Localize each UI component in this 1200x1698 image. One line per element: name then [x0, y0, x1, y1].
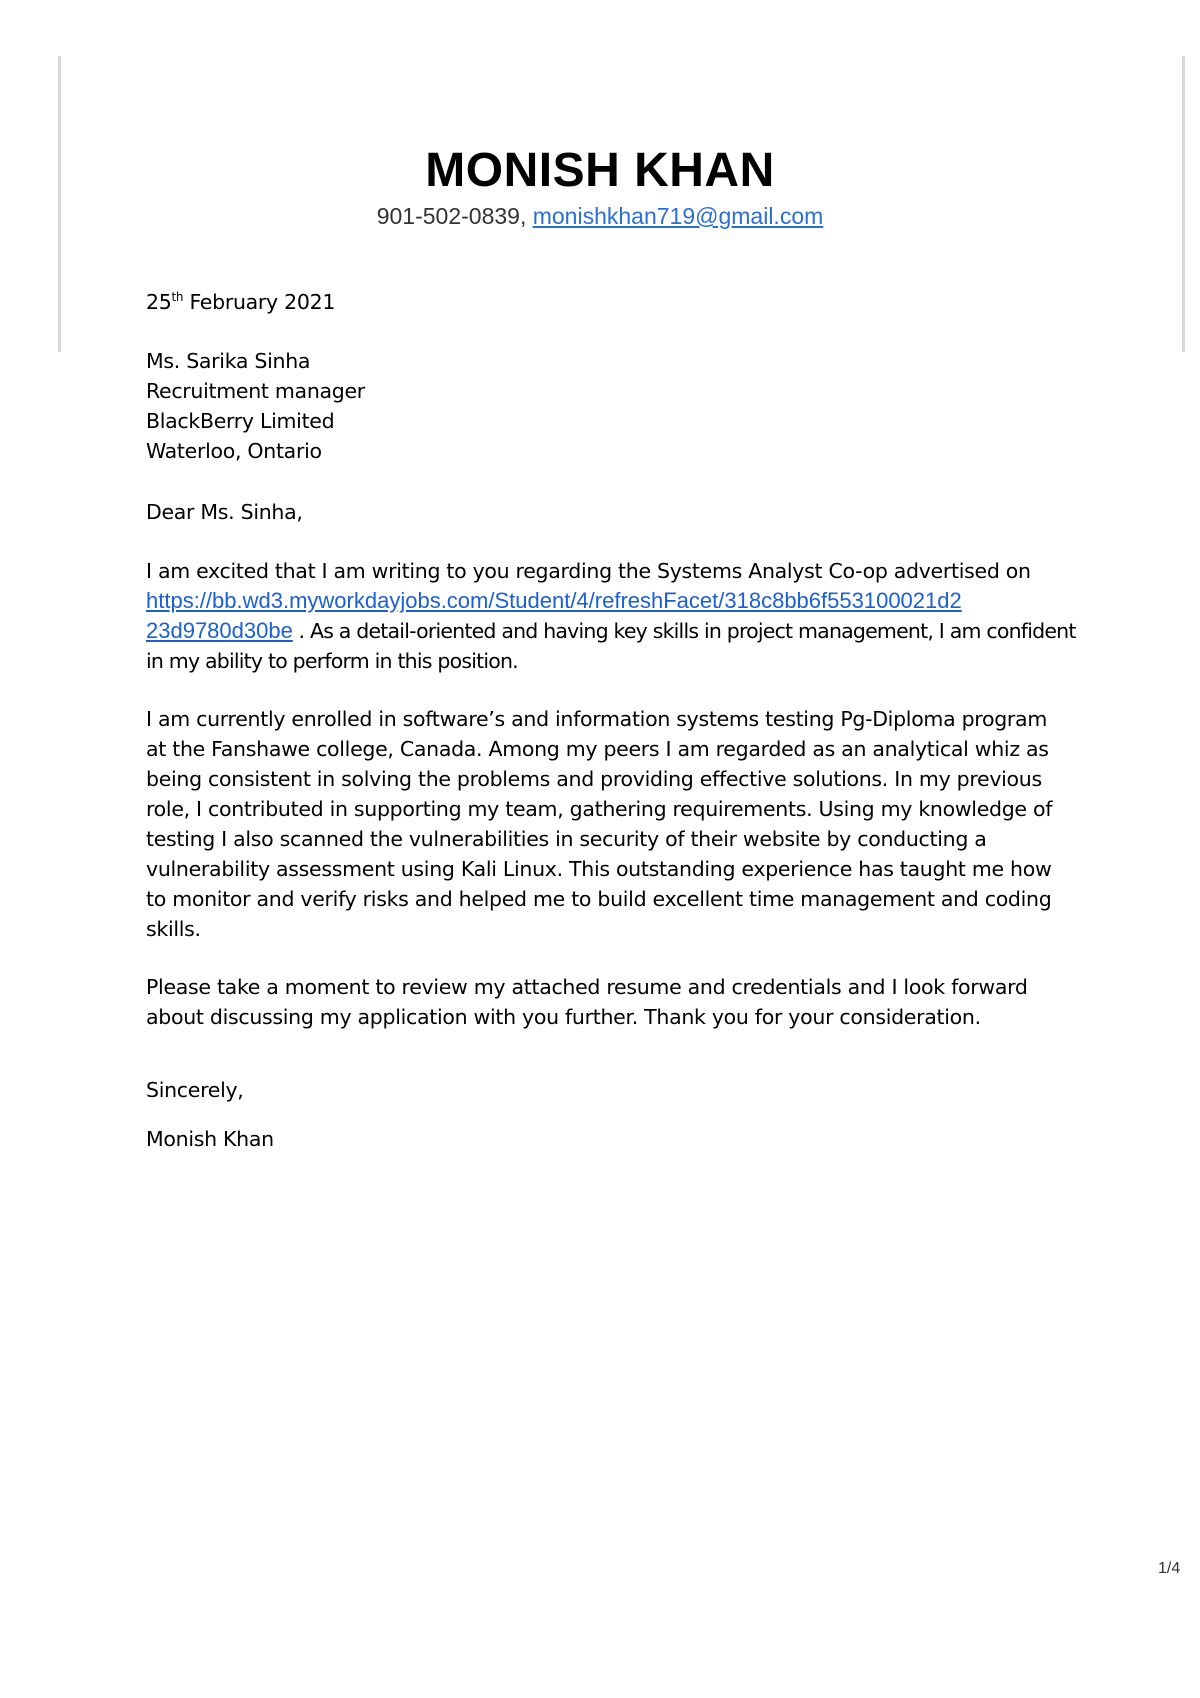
paragraph-intro-end: in my ability to perform in this position. — [146, 649, 518, 673]
date-month-year: February 2021 — [189, 290, 336, 314]
date-day: 25 — [146, 290, 172, 314]
paragraph-line: at the Fanshawe college, Canada. Among my peers I am regarded as an analytical whiz as — [146, 737, 1049, 761]
paragraph-intro — [146, 556, 1076, 676]
paragraph-line: vulnerability assessment using Kali Linux. This outstanding experience has taught me how — [146, 857, 1052, 881]
paragraph-experience — [146, 704, 1066, 944]
salutation: Dear Ms. Sinha, — [146, 500, 303, 524]
paragraph-intro-continued: . As a detail-oriented and having key skills in project management, I am confident — [292, 619, 1076, 643]
recipient-location: Waterloo, Ontario — [146, 439, 322, 463]
paragraph-line: about discussing my application with you further. Thank you for your consideration. — [146, 1005, 981, 1029]
paragraph-line: skills. — [146, 917, 201, 941]
phone-number: 901-502-0839, — [376, 203, 527, 229]
recipient-name: Ms. Sarika Sinha — [146, 349, 311, 373]
email-link[interactable]: monishkhan719@gmail.com — [532, 203, 824, 229]
paragraph-line: to monitor and verify risks and helped me to build excellent time management and coding — [146, 887, 1052, 911]
recipient-block — [146, 346, 1066, 466]
date-suffix: th — [171, 290, 184, 305]
paragraph-line: testing I also scanned the vulnerabilities in security of their website by conducting a — [146, 827, 987, 851]
paragraph-line: being consistent in solving the problems and providing effective solutions. In my previous — [146, 767, 1042, 791]
paragraph-line: Please take a moment to review my attached resume and credentials and I look forward — [146, 975, 1028, 999]
paragraph-line: role, I contributed in supporting my team, gathering requirements. Using my knowledge of — [146, 797, 1053, 821]
page-number: 1/4 — [1158, 1560, 1181, 1577]
job-posting-link[interactable]: https://bb.wd3.myworkdayjobs.com/Student/4/refreshFacet/318c8bb6f553100021d2 — [146, 588, 962, 613]
closing-phrase: Sincerely, — [146, 1078, 244, 1102]
signature-name: Monish Khan — [146, 1127, 274, 1151]
paragraph-intro-lead: I am excited that I am writing to you regarding the Systems Analyst Co-op advertised on — [146, 559, 1031, 583]
job-posting-link-continued[interactable]: 23d9780d30be — [146, 618, 293, 643]
recipient-title: Recruitment manager — [146, 379, 365, 403]
applicant-name: MONISH KHAN — [425, 144, 775, 197]
paragraph-closing — [146, 972, 1066, 1032]
letter-date — [146, 287, 1066, 317]
recipient-company: BlackBerry Limited — [146, 409, 335, 433]
paragraph-line: I am currently enrolled in software’s and information systems testing Pg-Diploma program — [146, 707, 1047, 731]
contact-line — [0, 202, 1200, 230]
